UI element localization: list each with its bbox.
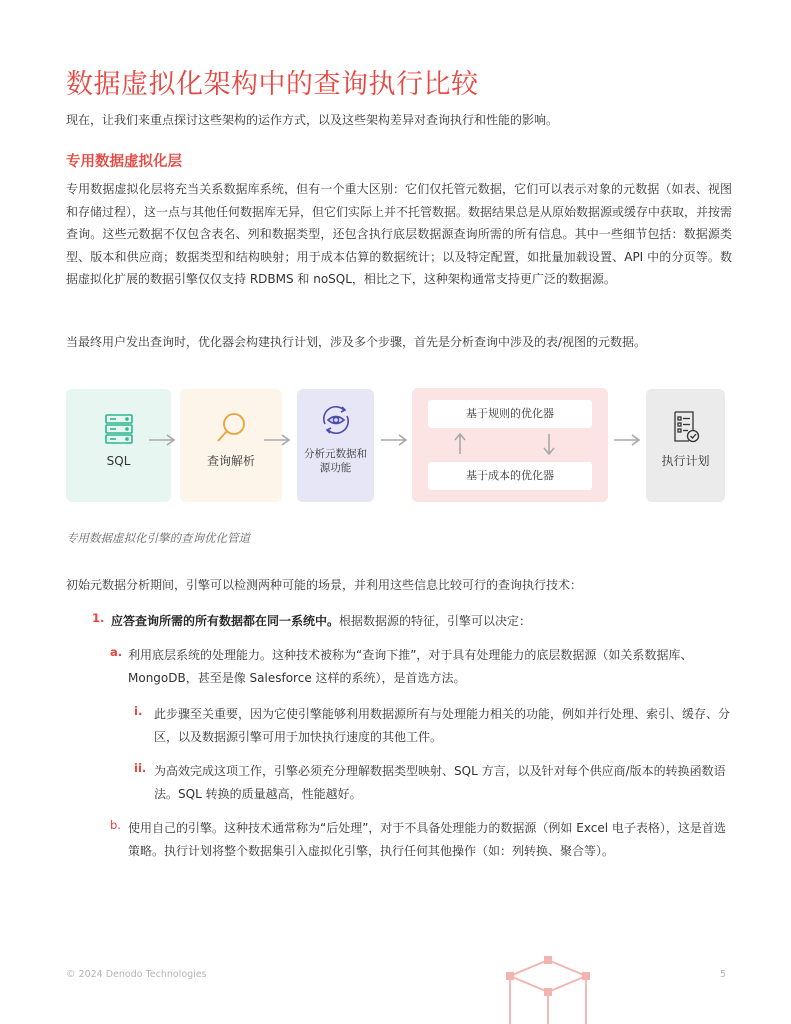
optimizer-step-box [412,388,608,502]
list-item-1-bold: 应答查询所需的所有数据都在同一系统中。 [111,614,340,628]
execution-plan-step-box [646,389,725,502]
arrow-down-icon [543,432,555,456]
eye-cycle-icon [320,404,352,436]
list-item-1 [111,610,731,633]
list-marker-1: 1. [92,611,105,625]
cube-logo-icon [500,956,596,1024]
list-marker-b: b. [110,818,121,832]
query-parse-label: 查询解析 [206,454,255,468]
arrow-right-icon [147,433,177,447]
list-item-b: 使用自己的引擎。这种技术通常称为“后处理”，对于不具备处理能力的数据源（例如 Excel 电子表格），这是首选策略。执行计划将整个数据集引入虚拟化引擎，执行任何其他操作（如：列转换、聚合等）。 [128,821,726,858]
arrow-right-icon [379,433,409,447]
metadata-analysis-label: 分析元数据和源功能 [304,448,367,474]
arrow-right-icon [262,433,292,447]
figure-caption: 专用数据虚拟化引擎的查询优化管道 [66,531,250,545]
list-item-a: 利用底层系统的处理能力。这种技术被称为“查询下推”，对于具有处理能力的底层数据源（如关系数据库、MongoDB，甚至是像 Salesforce 这样的系统），是首选方法。 [128,648,693,685]
metadata-analysis-step-box [297,389,374,502]
list-marker-a: a. [110,645,123,659]
list-marker-ii: ii. [134,761,147,775]
footer-copyright: © 2024 Denodo Technologies [66,969,207,980]
section-heading: 专用数据虚拟化层 [66,154,182,170]
rule-based-optimizer: 基于规则的优化器 [428,400,592,428]
database-icon [104,413,134,445]
cost-based-optimizer: 基于成本的优化器 [428,462,592,490]
body-paragraph-3: 初始元数据分析期间，引擎可以检测两种可能的场景，并利用这些信息比较可行的查询执行技术： [66,578,583,592]
intro-paragraph: 现在，让我们来重点探讨这些架构的运作方式，以及这些架构差异对查询执行和性能的影响。 [66,113,559,127]
sql-label: SQL [106,454,131,468]
magnifier-icon [214,411,248,445]
list-item-ii: 为高效完成这项工作，引擎必须充分理解数据类型映射、SQL 方言，以及针对每个供应商/版本的转换函数语法。SQL 转换的质量越高，性能越好。 [154,764,726,801]
execution-plan-label: 执行计划 [661,454,710,468]
body-paragraph-2: 当最终用户发出查询时，优化器会构建执行计划，涉及多个步骤，首先是分析查询中涉及的表/视图的元数据。 [66,335,647,349]
list-marker-i: i. [134,704,143,718]
list-item-1-text: 根据数据源的特征，引擎可以决定： [339,614,532,628]
body-paragraph-1: 专用数据虚拟化层将充当关系数据库系统，但有一个重大区别：它们仅托管元数据，它们可以表示对象的元数据（如表、视图和存储过程），这一点与其他任何数据库无异，但它们实际上并不托管数据。数据结果总是从原始数据源或缓存中获取，并按需查询。这些元数据不仅包含表名、列和数据类型，还包含执行底层数据源查询所需的所有信息。其中一些细节包括：数据源类型、版本和供应商；数据类型和结构映射；用于成本估算的数据统计；以及特定配置，如批量加载设置、API 中的分页等。数据虚拟化扩展的数据引擎仅仅支持 RDBMS 和 noSQL，相比之下，这种架构通常支持更广泛的数据源。 [66,182,733,287]
page-number: 5 [720,969,727,980]
page-title: 数据虚拟化架构中的查询执行比较 [66,69,479,100]
checklist-icon [673,410,701,444]
arrow-right-icon [612,433,642,447]
list-item-i: 此步骤至关重要，因为它使引擎能够利用数据源所有与处理能力相关的功能，例如并行处理、索引、缓存、分区，以及数据源引擎可用于加快执行速度的其他工件。 [154,707,731,744]
arrow-up-icon [454,432,466,456]
